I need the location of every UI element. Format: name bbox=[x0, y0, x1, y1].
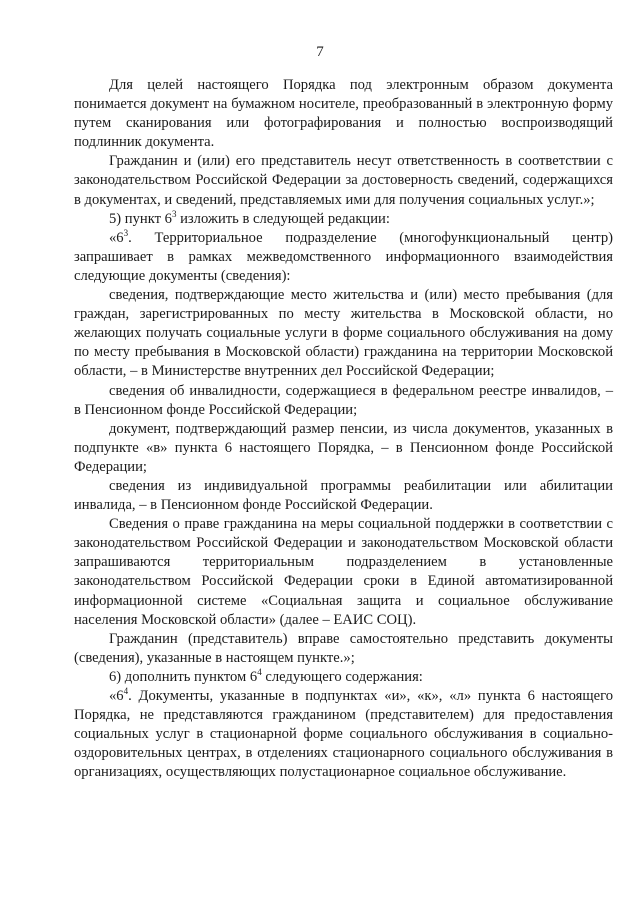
paragraph-citizen-may-submit: Гражданин (представитель) вправе самостоятельно представить документы (сведения), указанные в настоящем пункте.»; bbox=[74, 630, 613, 666]
paragraph-item-6 bbox=[74, 668, 613, 687]
item-6-text-before: 6) дополнить пунктом 6 bbox=[109, 668, 258, 685]
point-6-4-superscript: 4 bbox=[123, 686, 129, 696]
paragraph-pension-document: документ, подтверждающий размер пенсии, из числа документов, указанных в подпункте «в» пункта 6 настоящего Порядка, – в Пенсионном фонде Российской Федерации; bbox=[74, 420, 613, 475]
paragraph-social-support-rights: Сведения о праве гражданина на меры социальной поддержки в соответствии с законодательством Российской Федерации и законодательством Московской области запрашиваются территориальным подразделением в установленные законодательством Российской Федерации сроки в Единой автоматизированной информационной системе «Социальная защита и социальное обслуживание населения Московской области» (далее – ЕАИС СОЦ). bbox=[74, 516, 613, 628]
page-number: 7 bbox=[316, 44, 324, 60]
point-6-3-text-before: «6 bbox=[109, 229, 124, 246]
document-body bbox=[74, 76, 613, 782]
point-6-4-text-after: . Документы, указанные в подпунктах «и», «к», «л» пункта 6 настоящего Порядка, не представляются гражданином (представителем) для предоставления социальных услуг в стационарной форме социального обслуживания в социально-оздоровительных центрах, в отделениях стационарного социального обслуживания в организациях, осуществляющих полустационарное социальное обслуживание. bbox=[74, 688, 613, 781]
paragraph-item-5 bbox=[74, 210, 613, 229]
item-6-superscript: 4 bbox=[257, 666, 262, 677]
paragraph-point-6-4 bbox=[74, 687, 613, 782]
paragraph-electronic-image-definition: Для целей настоящего Порядка под электронным образом документа понимается документ на бумажном носителе, преобразованный в электронную форму путем сканирования или фотографирования и полностью воспроизводящий подлинник документа. bbox=[74, 77, 613, 151]
paragraph-residence-info: сведения, подтверждающие место жительства и (или) место пребывания (для граждан, зарегистрированных по месту жительства в Московской области, но желающих получать социальные услуги в форме социального обслуживания на дому по месту пребывания в Московской области) гражданина на территории Московской области, – в Министерстве внутренних дел Российской Федерации; bbox=[74, 287, 613, 380]
item-5-text-before: 5) пункт 6 bbox=[109, 210, 172, 227]
item-5-superscript: 3 bbox=[171, 208, 177, 219]
item-5-text-after: изложить в следующей редакции: bbox=[176, 210, 390, 227]
point-6-3-superscript: 3 bbox=[123, 227, 129, 238]
point-6-4-text-before: «6 bbox=[109, 688, 124, 704]
point-6-3-text-after: . Территориальное подразделение (многофункциональный центр) запрашивает в рамках межведомственного информационного взаимодействия следующие документы (сведения): bbox=[74, 229, 613, 284]
paragraph-disability-info: сведения об инвалидности, содержащиеся в федеральном реестре инвалидов, – в Пенсионном фонде Российской Федерации; bbox=[74, 382, 613, 418]
paragraph-responsibility: Гражданин и (или) его представитель несут ответственность в соответствии с законодательством Российской Федерации за достоверность сведений, содержащихся в документах, и сведений, представляемых ими для получения социальных услуг.»; bbox=[74, 153, 613, 208]
item-6-text-after: следующего содержания: bbox=[261, 668, 423, 685]
paragraph-point-6-3 bbox=[74, 229, 613, 286]
paragraph-rehabilitation-program: сведения из индивидуальной программы реабилитации или абилитации инвалида, – в Пенсионном фонде Российской Федерации. bbox=[74, 477, 613, 514]
